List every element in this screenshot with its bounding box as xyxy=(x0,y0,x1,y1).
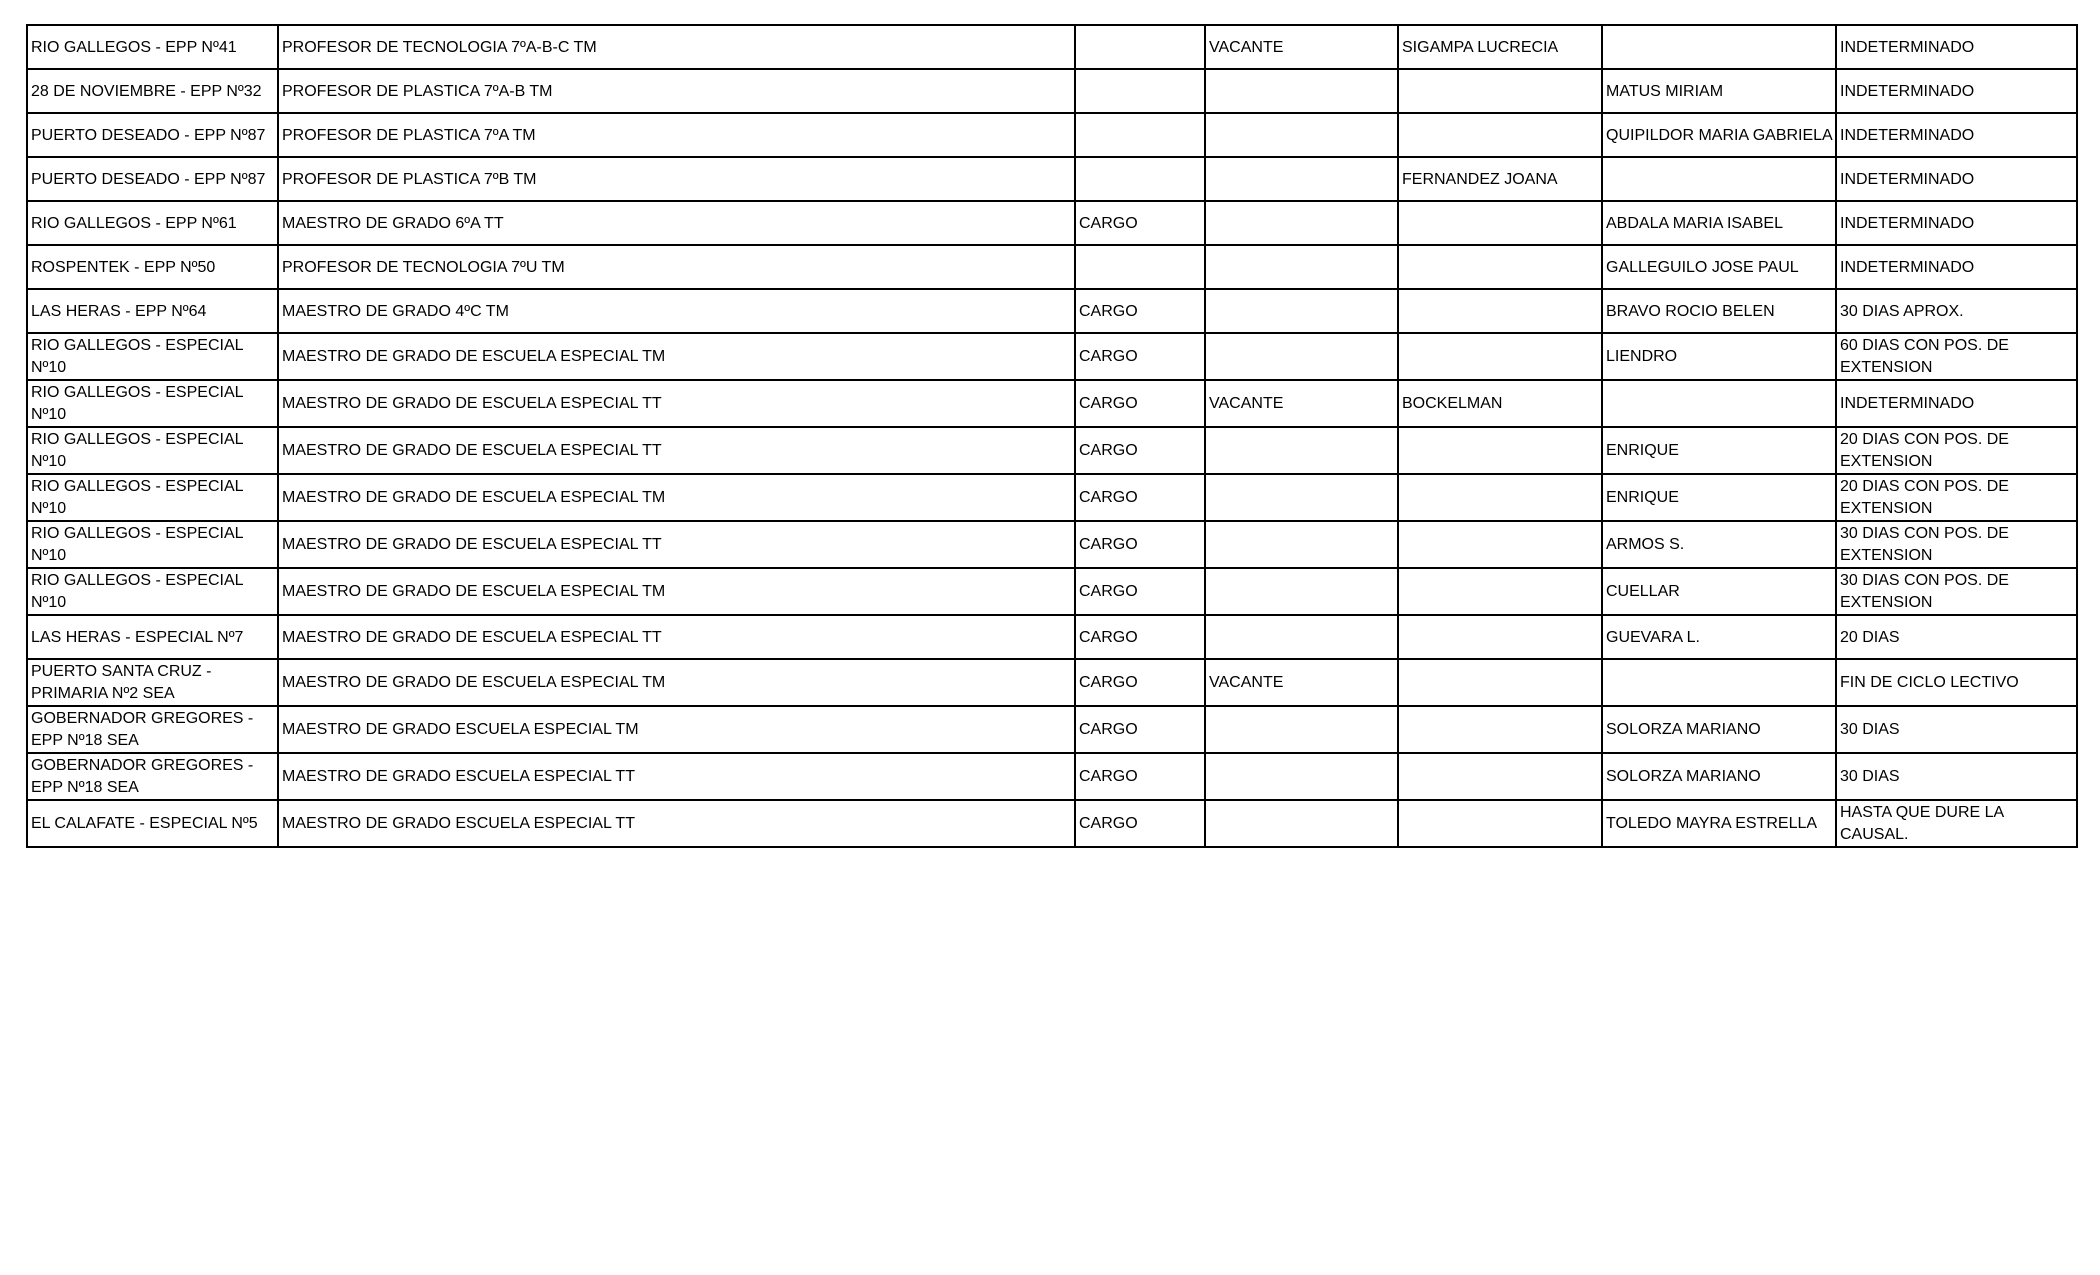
position-cell: MAESTRO DE GRADO DE ESCUELA ESPECIAL TM xyxy=(278,474,1075,521)
location-cell: LAS HERAS - EPP Nº64 xyxy=(27,289,278,333)
location-cell: 28 DE NOVIEMBRE - EPP Nº32 xyxy=(27,69,278,113)
location-cell: GOBERNADOR GREGORES - EPP Nº18 SEA xyxy=(27,706,278,753)
status-cell: VACANTE xyxy=(1205,659,1398,706)
holder-cell: BOCKELMAN xyxy=(1398,380,1602,427)
type-cell: CARGO xyxy=(1075,706,1205,753)
type-cell xyxy=(1075,245,1205,289)
holder-cell xyxy=(1398,568,1602,615)
type-cell: CARGO xyxy=(1075,427,1205,474)
holder-cell xyxy=(1398,113,1602,157)
substitute-cell: SOLORZA MARIANO xyxy=(1602,706,1836,753)
type-cell: CARGO xyxy=(1075,380,1205,427)
table-row xyxy=(27,521,2077,568)
table-row xyxy=(27,659,2077,706)
position-cell: MAESTRO DE GRADO 4ºC TM xyxy=(278,289,1075,333)
position-cell: MAESTRO DE GRADO ESCUELA ESPECIAL TM xyxy=(278,706,1075,753)
duration-cell: 20 DIAS CON POS. DE EXTENSION xyxy=(1836,427,2077,474)
location-cell: ROSPENTEK - EPP Nº50 xyxy=(27,245,278,289)
position-cell: MAESTRO DE GRADO ESCUELA ESPECIAL TT xyxy=(278,753,1075,800)
table-row xyxy=(27,113,2077,157)
duration-cell: 20 DIAS xyxy=(1836,615,2077,659)
type-cell: CARGO xyxy=(1075,753,1205,800)
duration-cell: 30 DIAS APROX. xyxy=(1836,289,2077,333)
duration-cell: INDETERMINADO xyxy=(1836,25,2077,69)
holder-cell: FERNANDEZ JOANA xyxy=(1398,157,1602,201)
table-row xyxy=(27,69,2077,113)
type-cell: CARGO xyxy=(1075,289,1205,333)
substitute-cell: ENRIQUE xyxy=(1602,427,1836,474)
status-cell xyxy=(1205,800,1398,847)
status-cell xyxy=(1205,245,1398,289)
holder-cell xyxy=(1398,800,1602,847)
holder-cell xyxy=(1398,427,1602,474)
position-cell: PROFESOR DE PLASTICA 7ºA-B TM xyxy=(278,69,1075,113)
type-cell xyxy=(1075,113,1205,157)
substitute-cell: GUEVARA L. xyxy=(1602,615,1836,659)
type-cell xyxy=(1075,25,1205,69)
duration-cell: 30 DIAS CON POS. DE EXTENSION xyxy=(1836,568,2077,615)
duration-cell: 20 DIAS CON POS. DE EXTENSION xyxy=(1836,474,2077,521)
position-cell: MAESTRO DE GRADO 6ºA TT xyxy=(278,201,1075,245)
holder-cell xyxy=(1398,201,1602,245)
holder-cell xyxy=(1398,521,1602,568)
substitute-cell: BRAVO ROCIO BELEN xyxy=(1602,289,1836,333)
location-cell: PUERTO DESEADO - EPP Nº87 xyxy=(27,113,278,157)
status-cell xyxy=(1205,333,1398,380)
status-cell xyxy=(1205,521,1398,568)
duration-cell: HASTA QUE DURE LA CAUSAL. xyxy=(1836,800,2077,847)
duration-cell: 30 DIAS xyxy=(1836,706,2077,753)
position-cell: PROFESOR DE TECNOLOGIA 7ºU TM xyxy=(278,245,1075,289)
type-cell xyxy=(1075,157,1205,201)
type-cell: CARGO xyxy=(1075,800,1205,847)
substitute-cell xyxy=(1602,659,1836,706)
table-row xyxy=(27,25,2077,69)
status-cell xyxy=(1205,474,1398,521)
duration-cell: INDETERMINADO xyxy=(1836,201,2077,245)
position-cell: PROFESOR DE PLASTICA 7ºA TM xyxy=(278,113,1075,157)
substitute-cell: MATUS MIRIAM xyxy=(1602,69,1836,113)
type-cell: CARGO xyxy=(1075,568,1205,615)
status-cell: VACANTE xyxy=(1205,380,1398,427)
table-body xyxy=(27,25,2077,847)
location-cell: RIO GALLEGOS - EPP Nº61 xyxy=(27,201,278,245)
substitute-cell: QUIPILDOR MARIA GABRIELA xyxy=(1602,113,1836,157)
table-row xyxy=(27,201,2077,245)
location-cell: RIO GALLEGOS - ESPECIAL Nº10 xyxy=(27,380,278,427)
location-cell: RIO GALLEGOS - ESPECIAL Nº10 xyxy=(27,333,278,380)
holder-cell xyxy=(1398,753,1602,800)
holder-cell xyxy=(1398,615,1602,659)
status-cell xyxy=(1205,69,1398,113)
holder-cell: SIGAMPA LUCRECIA xyxy=(1398,25,1602,69)
holder-cell xyxy=(1398,245,1602,289)
status-cell xyxy=(1205,615,1398,659)
type-cell: CARGO xyxy=(1075,615,1205,659)
location-cell: RIO GALLEGOS - ESPECIAL Nº10 xyxy=(27,568,278,615)
location-cell: LAS HERAS - ESPECIAL Nº7 xyxy=(27,615,278,659)
duration-cell: FIN DE CICLO LECTIVO xyxy=(1836,659,2077,706)
location-cell: GOBERNADOR GREGORES - EPP Nº18 SEA xyxy=(27,753,278,800)
substitute-cell xyxy=(1602,157,1836,201)
holder-cell xyxy=(1398,706,1602,753)
location-cell: RIO GALLEGOS - ESPECIAL Nº10 xyxy=(27,474,278,521)
substitute-cell: LIENDRO xyxy=(1602,333,1836,380)
table-row xyxy=(27,380,2077,427)
holder-cell xyxy=(1398,474,1602,521)
location-cell: RIO GALLEGOS - ESPECIAL Nº10 xyxy=(27,521,278,568)
position-cell: MAESTRO DE GRADO DE ESCUELA ESPECIAL TM xyxy=(278,568,1075,615)
status-cell xyxy=(1205,289,1398,333)
duration-cell: 30 DIAS xyxy=(1836,753,2077,800)
duration-cell: 60 DIAS CON POS. DE EXTENSION xyxy=(1836,333,2077,380)
duration-cell: INDETERMINADO xyxy=(1836,69,2077,113)
location-cell: RIO GALLEGOS - EPP Nº41 xyxy=(27,25,278,69)
duration-cell: INDETERMINADO xyxy=(1836,245,2077,289)
position-cell: MAESTRO DE GRADO DE ESCUELA ESPECIAL TT xyxy=(278,427,1075,474)
substitute-cell: ENRIQUE xyxy=(1602,474,1836,521)
duration-cell: INDETERMINADO xyxy=(1836,157,2077,201)
status-cell xyxy=(1205,201,1398,245)
position-cell: MAESTRO DE GRADO DE ESCUELA ESPECIAL TM xyxy=(278,333,1075,380)
location-cell: EL CALAFATE - ESPECIAL Nº5 xyxy=(27,800,278,847)
type-cell: CARGO xyxy=(1075,201,1205,245)
type-cell: CARGO xyxy=(1075,521,1205,568)
table-row xyxy=(27,753,2077,800)
substitute-cell: ABDALA MARIA ISABEL xyxy=(1602,201,1836,245)
duration-cell: INDETERMINADO xyxy=(1836,113,2077,157)
substitute-cell: SOLORZA MARIANO xyxy=(1602,753,1836,800)
type-cell xyxy=(1075,69,1205,113)
substitute-cell xyxy=(1602,25,1836,69)
holder-cell xyxy=(1398,333,1602,380)
position-cell: MAESTRO DE GRADO DE ESCUELA ESPECIAL TT xyxy=(278,521,1075,568)
status-cell xyxy=(1205,568,1398,615)
table-row xyxy=(27,568,2077,615)
status-cell xyxy=(1205,427,1398,474)
location-cell: PUERTO SANTA CRUZ - PRIMARIA Nº2 SEA xyxy=(27,659,278,706)
substitute-cell: TOLEDO MAYRA ESTRELLA xyxy=(1602,800,1836,847)
holder-cell xyxy=(1398,659,1602,706)
status-cell xyxy=(1205,706,1398,753)
type-cell: CARGO xyxy=(1075,659,1205,706)
position-cell: PROFESOR DE PLASTICA 7ºB TM xyxy=(278,157,1075,201)
position-cell: MAESTRO DE GRADO DE ESCUELA ESPECIAL TT xyxy=(278,380,1075,427)
holder-cell xyxy=(1398,69,1602,113)
vacancy-table xyxy=(26,24,2078,848)
table-row xyxy=(27,157,2077,201)
table-row xyxy=(27,474,2077,521)
position-cell: MAESTRO DE GRADO DE ESCUELA ESPECIAL TM xyxy=(278,659,1075,706)
status-cell xyxy=(1205,157,1398,201)
location-cell: RIO GALLEGOS - ESPECIAL Nº10 xyxy=(27,427,278,474)
status-cell: VACANTE xyxy=(1205,25,1398,69)
status-cell xyxy=(1205,113,1398,157)
holder-cell xyxy=(1398,289,1602,333)
substitute-cell: GALLEGUILO JOSE PAUL xyxy=(1602,245,1836,289)
position-cell: MAESTRO DE GRADO DE ESCUELA ESPECIAL TT xyxy=(278,615,1075,659)
substitute-cell: ARMOS S. xyxy=(1602,521,1836,568)
duration-cell: 30 DIAS CON POS. DE EXTENSION xyxy=(1836,521,2077,568)
substitute-cell xyxy=(1602,380,1836,427)
duration-cell: INDETERMINADO xyxy=(1836,380,2077,427)
table-row xyxy=(27,245,2077,289)
table-row xyxy=(27,615,2077,659)
type-cell: CARGO xyxy=(1075,333,1205,380)
table-row xyxy=(27,289,2077,333)
status-cell xyxy=(1205,753,1398,800)
position-cell: PROFESOR DE TECNOLOGIA 7ºA-B-C TM xyxy=(278,25,1075,69)
position-cell: MAESTRO DE GRADO ESCUELA ESPECIAL TT xyxy=(278,800,1075,847)
table-row xyxy=(27,706,2077,753)
type-cell: CARGO xyxy=(1075,474,1205,521)
table-row xyxy=(27,800,2077,847)
table-row xyxy=(27,427,2077,474)
table-row xyxy=(27,333,2077,380)
substitute-cell: CUELLAR xyxy=(1602,568,1836,615)
location-cell: PUERTO DESEADO - EPP Nº87 xyxy=(27,157,278,201)
